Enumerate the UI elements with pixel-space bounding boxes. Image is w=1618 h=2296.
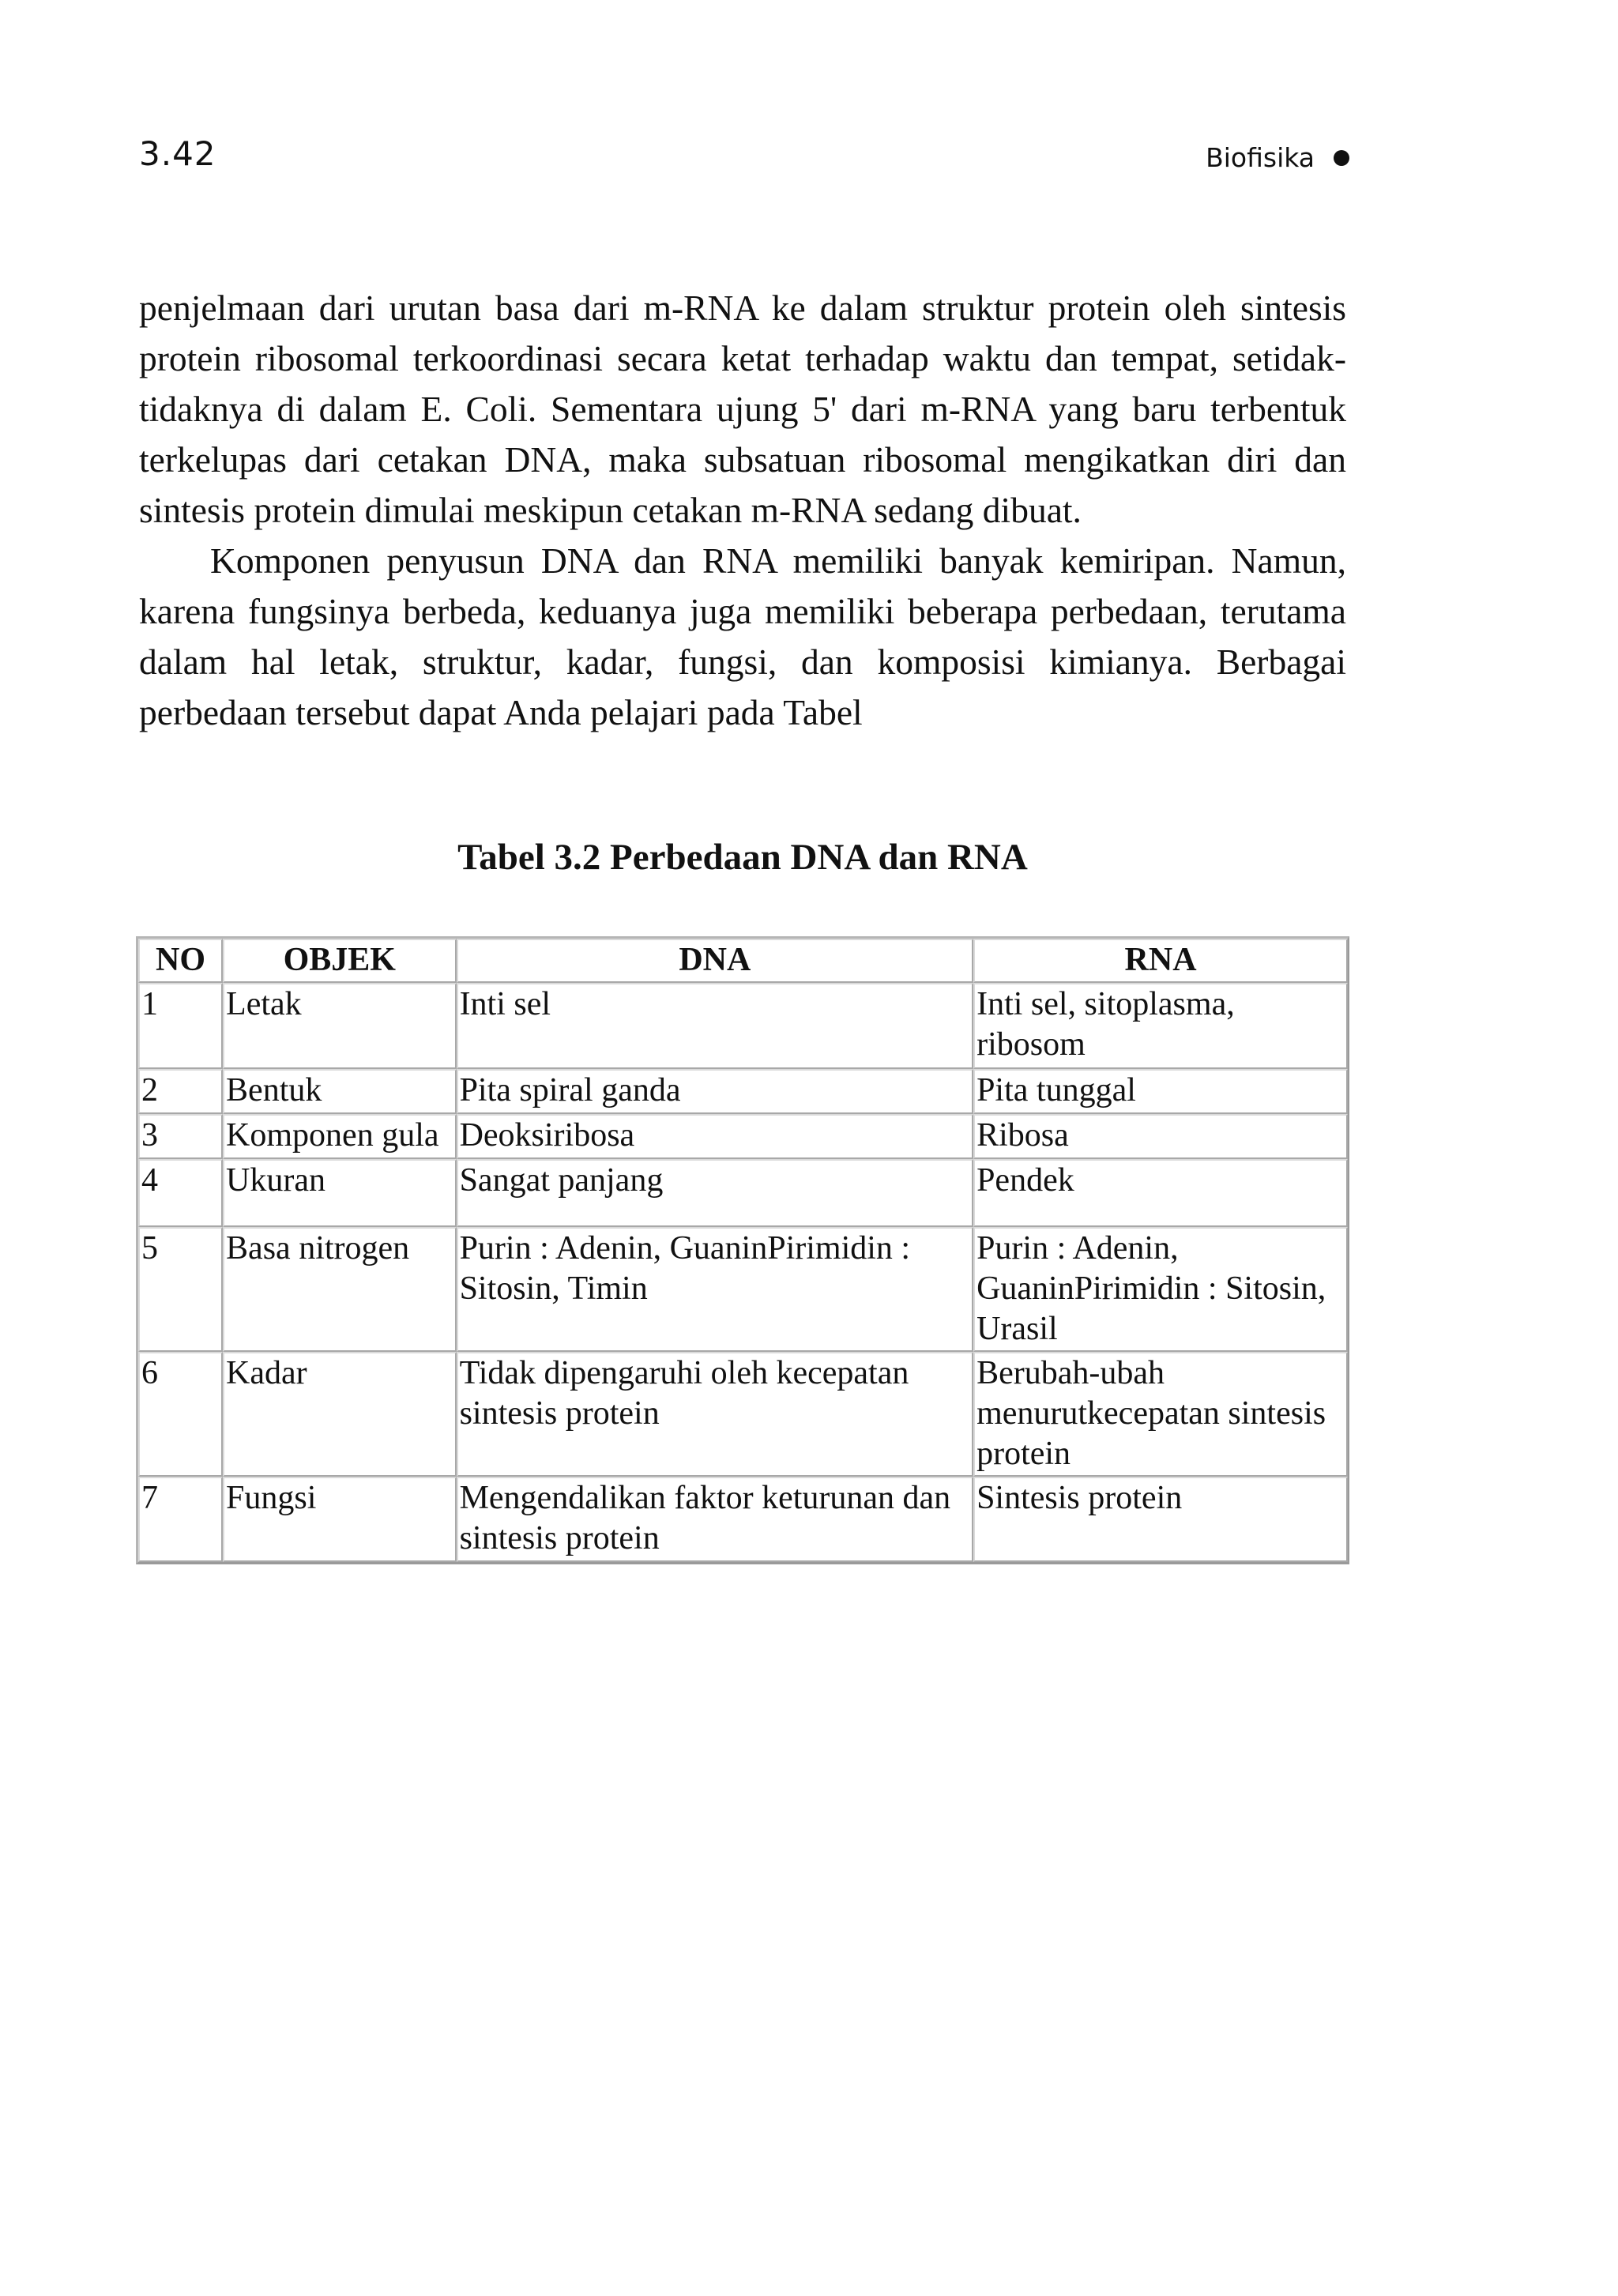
cell-dna: Mengendalikan faktor keturunan dan sintesis protein xyxy=(457,1477,974,1562)
cell-dna: Sangat panjang xyxy=(457,1159,974,1227)
cell-no: 2 xyxy=(138,1069,223,1114)
table-row xyxy=(138,1069,1348,1114)
cell-rna: Sintesis protein xyxy=(973,1477,1348,1562)
cell-dna: Purin : Adenin, GuaninPirimidin : Sitosin, Timin xyxy=(457,1227,974,1352)
paragraph: Komponen penyusun DNA dan RNA memiliki banyak kemiripan. Namun, karena fungsinya berbeda, keduanya juga memiliki beberapa perbedaan, terutama dalam hal letak, struktur, kadar, fungsi, dan komposisi kimianya. Berbagai perbedaan tersebut dapat Anda pelajari pada Tabel xyxy=(139,540,1346,732)
paragraph: penjelmaan dari urutan basa dari m-RNA ke dalam struktur protein oleh sintesis protein ribosomal terkoordinasi secara ketat terhadap waktu dan tempat, setidak-tidaknya di dalam E. Coli. Sementara ujung 5' dari m-RNA yang baru terbentuk terkelupas dari cetakan DNA, maka subsatuan ribosomal mengikatkan diri dan sintesis protein dimulai meskipun cetakan m-RNA sedang dibuat. xyxy=(139,288,1346,530)
cell-no: 5 xyxy=(138,1227,223,1352)
book-title: Biofisika xyxy=(1206,142,1315,173)
cell-no: 6 xyxy=(138,1352,223,1477)
cell-no: 7 xyxy=(138,1477,223,1562)
column-header-dna: DNA xyxy=(457,939,974,983)
cell-rna: Ribosa xyxy=(973,1114,1348,1159)
table-header-row xyxy=(138,939,1348,983)
cell-rna: Inti sel, sitoplasma, ribosom xyxy=(973,983,1348,1069)
cell-dna: Tidak dipengaruhi oleh kecepatan sintesis protein xyxy=(457,1352,974,1477)
column-header-rna: RNA xyxy=(973,939,1348,983)
cell-objek: Basa nitrogen xyxy=(223,1227,457,1352)
cell-objek: Komponen gula xyxy=(223,1114,457,1159)
bullet-icon xyxy=(1334,150,1349,166)
cell-no: 1 xyxy=(138,983,223,1069)
cell-dna: Inti sel xyxy=(457,983,974,1069)
cell-objek: Ukuran xyxy=(223,1159,457,1227)
cell-dna: Deoksiribosa xyxy=(457,1114,974,1159)
cell-rna: Purin : Adenin, GuaninPirimidin : Sitosin, Urasil xyxy=(973,1227,1348,1352)
cell-no: 3 xyxy=(138,1114,223,1159)
table-row xyxy=(138,1477,1348,1562)
table-row xyxy=(138,1159,1348,1227)
running-header xyxy=(1206,142,1349,173)
cell-objek: Fungsi xyxy=(223,1477,457,1562)
table-row xyxy=(138,1352,1348,1477)
comparison-table xyxy=(136,936,1349,1564)
cell-rna: Pendek xyxy=(973,1159,1348,1227)
table-title: Tabel 3.2 Perbedaan DNA dan RNA xyxy=(457,837,1028,878)
cell-rna: Pita tunggal xyxy=(973,1069,1348,1114)
cell-rna: Berubah-ubah menurutkecepatan sintesis protein xyxy=(973,1352,1348,1477)
cell-no: 4 xyxy=(138,1159,223,1227)
cell-objek: Kadar xyxy=(223,1352,457,1477)
cell-dna: Pita spiral ganda xyxy=(457,1069,974,1114)
table-row xyxy=(138,1227,1348,1352)
cell-objek: Bentuk xyxy=(223,1069,457,1114)
page-number: 3.42 xyxy=(139,134,216,173)
column-header-objek: OBJEK xyxy=(223,939,457,983)
cell-objek: Letak xyxy=(223,983,457,1069)
column-header-no: NO xyxy=(138,939,223,983)
body-text xyxy=(139,283,1346,738)
table-row xyxy=(138,983,1348,1069)
table-row xyxy=(138,1114,1348,1159)
